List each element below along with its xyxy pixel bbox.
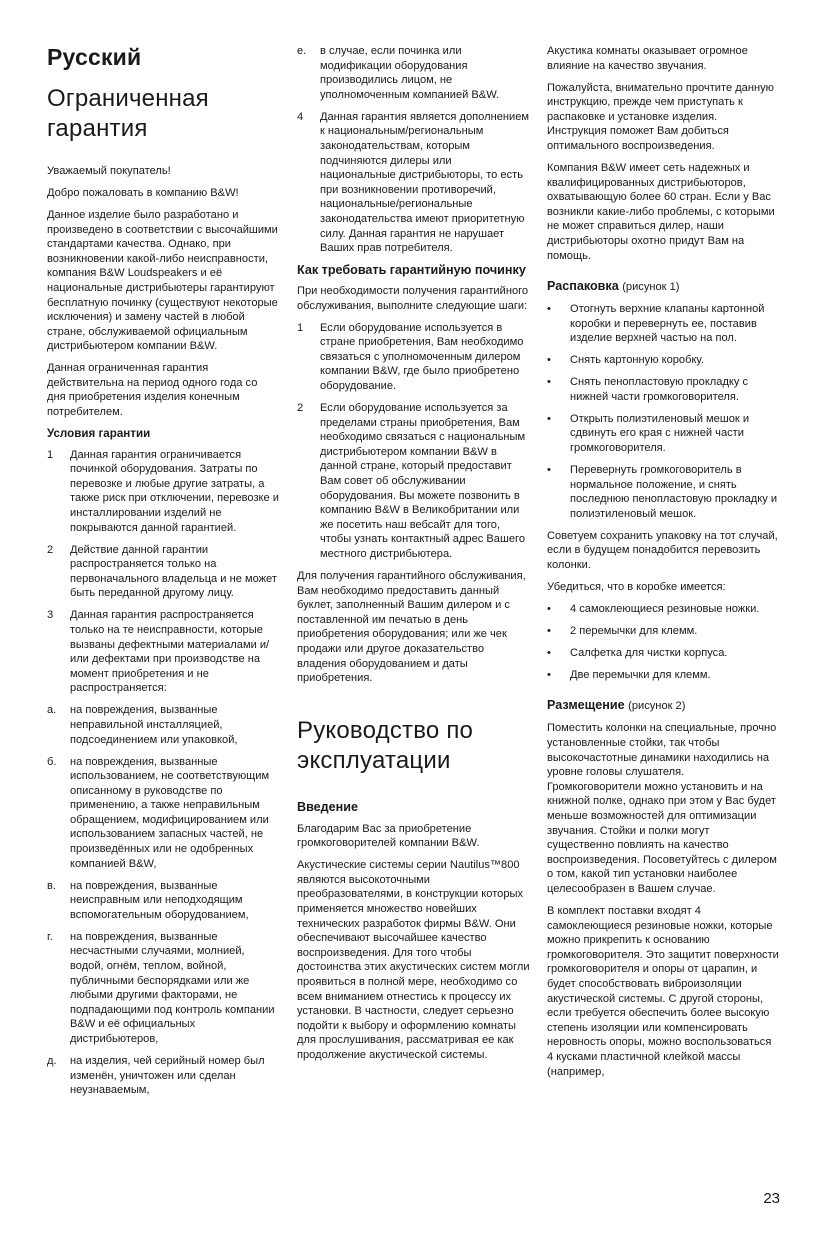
list-marker: 1 (297, 321, 304, 334)
list-marker: в. (47, 879, 56, 892)
claim-heading: Как требовать гарантийную починку (297, 263, 526, 278)
unpack-heading (547, 279, 779, 295)
bullet-text: Снять пенопластовую прокладку с нижней части громкоговорителя. (570, 376, 749, 403)
bullet-item (547, 302, 779, 346)
list-marker: 2 (297, 402, 304, 415)
intro-paragraph-1: Благодарим Вас за приобретение громкоговорителей компании B&W. (297, 822, 480, 850)
placement-figure-note: (рисунок 2) (628, 700, 686, 713)
read-instructions-paragraph: Пожалуйста, внимательно прочтите данную инструкцию, прежде чем приступать к распаковке и установке изделия. Инструкция поможет Вам добиться оптимального воспроизведения. (547, 81, 774, 152)
bullet-item (547, 668, 779, 683)
bullet-icon: • (547, 354, 551, 367)
bullet-text: 2 перемычки для клемм. (570, 624, 698, 637)
bullet-icon: • (547, 303, 551, 316)
unpack-heading-text: Распаковка (547, 279, 619, 294)
conditions-heading: Условия гарантии (47, 427, 151, 441)
list-item (47, 703, 279, 747)
list-item (297, 44, 530, 102)
list-text: на повреждения, вызванные использованием, не соответствующим описанному в руководстве по применению, а также неправильным обращением, модифицированием или использованием запасных частей, не произведённых или не одобренных компанией B&W, (70, 755, 270, 870)
placement-heading-text: Размещение (547, 698, 625, 713)
bullet-text: Отогнуть верхние клапаны картонной коробки и перевернуть ее, поставив изделие верхней частью на пол. (570, 303, 765, 345)
list-item (47, 448, 279, 536)
list-marker: д. (47, 1054, 57, 1067)
placement-heading (547, 698, 779, 714)
list-text: в случае, если починка или модификации оборудования производились лицом, не уполномоченным компанией B&W. (320, 45, 500, 101)
list-item (47, 755, 279, 872)
warranty-period: Данная ограниченная гарантия действительна на период одного года со дня приобретения изделия конечным потребителем. (47, 362, 258, 419)
bullet-icon: • (547, 376, 551, 389)
bullet-text: Салфетка для чистки корпуса. (570, 646, 728, 659)
bullet-text: 4 самоклеющиеся резиновые ножки. (570, 602, 760, 615)
list-marker: 2 (47, 543, 54, 556)
list-item (47, 543, 279, 601)
bullet-text: Открыть полиэтиленовый мешок и сдвинуть его края с нижней части громкоговорителя. (570, 412, 750, 455)
page-number: 23 (763, 1190, 780, 1207)
placement-paragraph-2: В комплект поставки входят 4 самоклеющиеся резиновые ножки, которые можно прикрепить к основанию громкоговорителя. Это защитит поверхности громкоговорителя и опоры от царапин, и будет способствовать виброизоляции акустической системы. С другой стороны, если требуется обеспечить более высокую степень изоляции или компенсировать неровность опоры, можно воспользоваться 4 кусками пластичной клейкой массы (например, (547, 904, 779, 1078)
list-text: Если оборудование используется в стране приобретения, Вам необходимо связаться с уполномоченным дилером компании B&W, где было приобретено оборудование. (320, 321, 524, 393)
placement-paragraph-1: Поместить колонки на специальные, прочно установленные стойки, так чтобы высокочастотные динамики находились на уровне головы слушателя. Громкоговорители можно установить и на книжной полке, однако при этом у Вас будет меньше возможностей для оптимизации звучания. Стойки и полки могут существенно повлиять на качество воспроизведения. Посоветуйтесь с дилером о том, какой тип установки наиболее целесообразен в Вашем случае. (547, 722, 777, 895)
intro-paragraph-2: Акустические системы серии Nautilus™800 являются высокоточными преобразователями, в конструкции которых применяется множество новейших технических разработок фирмы B&W. Они обеспечивают высочайшее качество воспроизведения. Для того чтобы достоинства этих акустических систем могли проявиться в полной мере, необходимо со всем вниманием отнестись к процессу их установки. В частности, следует серьезно подойти к выбору и оформлению комнаты для прослушивания, рассматривая ее как продолжение акустической системы. (297, 859, 530, 1061)
bullet-text: Две перемычки для клемм. (570, 668, 711, 681)
bullet-item (547, 602, 779, 617)
list-marker: 1 (47, 448, 54, 461)
intro-heading: Введение (297, 799, 359, 814)
list-text: Действие данной гарантии распространяется только на первоначального владельца и не может быть переданной другому лицу. (70, 543, 277, 600)
welcome: Добро пожаловать в компанию B&W! (47, 186, 239, 199)
bullet-text: Снять картонную коробку. (570, 354, 704, 367)
list-marker: 4 (297, 110, 304, 123)
list-marker: a. (47, 704, 57, 717)
bullet-icon: • (547, 624, 551, 637)
list-text: Данная гарантия ограничивается починкой оборудования. Затраты по перевозке и любые другие затраты, а также риск при отключении, перевозке и инсталлировании изделий не покрываются данной гарантией. (70, 448, 279, 534)
list-item (47, 1054, 279, 1098)
list-item (297, 321, 530, 394)
bullet-text: Перевернуть громкоговоритель в нормальное положение, и снять последнюю пенопластовую прокладку и полиэтиленовый мешок. (570, 464, 778, 520)
list-marker: б. (47, 755, 57, 768)
list-item (47, 879, 279, 923)
bullet-item (547, 463, 779, 521)
bullet-icon: • (547, 646, 551, 659)
list-text: Данная гарантия является дополнением к национальным/региональным законодательствам, которым подчиняются дилеры или национальные дистрибьюторы, то есть при возникновении противоречий, национальные/региональные законодательства имеют приоритетную силу. Данная гарантия не нарушает Ваших прав потребителя. (320, 110, 529, 255)
bullet-item (547, 412, 779, 456)
list-text: Данная гарантия распространяется только на те неисправности, которые вызваны дефектными материалами и/или дефектами при производстве на момент приобретения и не распространяется: (70, 609, 270, 695)
bullet-item (547, 624, 779, 639)
bullet-icon: • (547, 412, 551, 425)
list-text: Если оборудование используется за пределами страны приобретения, Вам необходимо связаться с национальным дистрибьютером компании B&W в данной стране, который предоставит Вам совет об обслуживании оборудования. Вы можете позвонить в компанию B&W в Великобритании или же посетить наш вебсайт для того, чтобы узнать контактный адрес Вашего местного дистрибьютера. (320, 402, 526, 560)
list-item (297, 401, 530, 562)
bullet-item (547, 353, 779, 368)
list-text: на повреждения, вызванные неправильной инсталляцией, подсоединением или упаковкой, (70, 704, 238, 746)
claim-intro: При необходимости получения гарантийного обслуживания, выполните следующие шаги: (297, 285, 529, 312)
language-heading: Русский (47, 44, 142, 70)
list-item (47, 608, 279, 696)
keep-packaging-paragraph: Советуем сохранить упаковку на тот случай, если в будущем понадобится перевозить колонки. (547, 529, 778, 571)
acoustics-paragraph: Акустика комнаты оказывает огромное влияние на качество звучания. (547, 45, 748, 72)
column-3 (547, 44, 779, 1087)
warranty-intro: Данное изделие было разработано и произведено в соответствии с высочайшими стандартами качества. Однако, при возникновении какой-либо неисправности, компания B&W Loudspeakers и её национальные дистрибьютеры гарантируют бесплатную починку (существуют некоторые исключения) и замену частей в любой стране, обслуживаемой официальным дистрибьютером компании B&W. (47, 208, 278, 353)
box-contents-paragraph: Убедиться, что в коробке имеется: (547, 580, 726, 593)
bullet-icon: • (547, 668, 551, 681)
list-marker: г. (47, 930, 53, 943)
list-marker: 3 (47, 609, 54, 622)
distributors-paragraph: Компания B&W имеет сеть надежных и квалифицированных дистрибьюторов, охватывающую более 60 стран. Если у Вас возникли какие-либо проблемы, с которыми не может справиться дилер, наши дистрибьюторы охотно придут Вам на помощь. (547, 161, 775, 262)
list-item (47, 930, 279, 1047)
greeting: Уважаемый покупатель! (47, 165, 171, 177)
bullet-icon: • (547, 464, 551, 476)
column-1 (47, 44, 279, 1105)
warranty-title: Ограниченная гарантия (47, 85, 209, 142)
bullet-item (547, 646, 779, 661)
manual-title: Руководство по эксплуатации (297, 716, 474, 774)
unpack-figure-note: (рисунок 1) (622, 281, 680, 294)
list-text: на повреждения, вызванные несчастными случаями, молнией, водой, огнём, теплом, войной, публичными беспорядками или же любыми другими факторами, не подпадающими под контроль компании B&W и её официальных дистрибьютеров, (70, 930, 275, 1045)
list-text: на повреждения, вызванные неисправным или неподходящим вспомогательным оборудованием, (70, 879, 249, 921)
column-2 (297, 44, 530, 1070)
claim-outro: Для получения гарантийного обслуживания, Вам необходимо предоставить данный буклет, заполненный Вашим дилером и с поставленной им печатью в день приобретения оборудования; или же чек продажи или другое доказательство владения оборудованием и даты приобретения. (297, 569, 526, 685)
bullet-item (547, 375, 779, 404)
list-item (297, 110, 530, 256)
bullet-icon: • (547, 602, 551, 615)
list-marker: e. (297, 45, 307, 57)
list-text: на изделия, чей серийный номер был изменён, уничтожен или сделан неузнаваемым, (70, 1054, 265, 1097)
